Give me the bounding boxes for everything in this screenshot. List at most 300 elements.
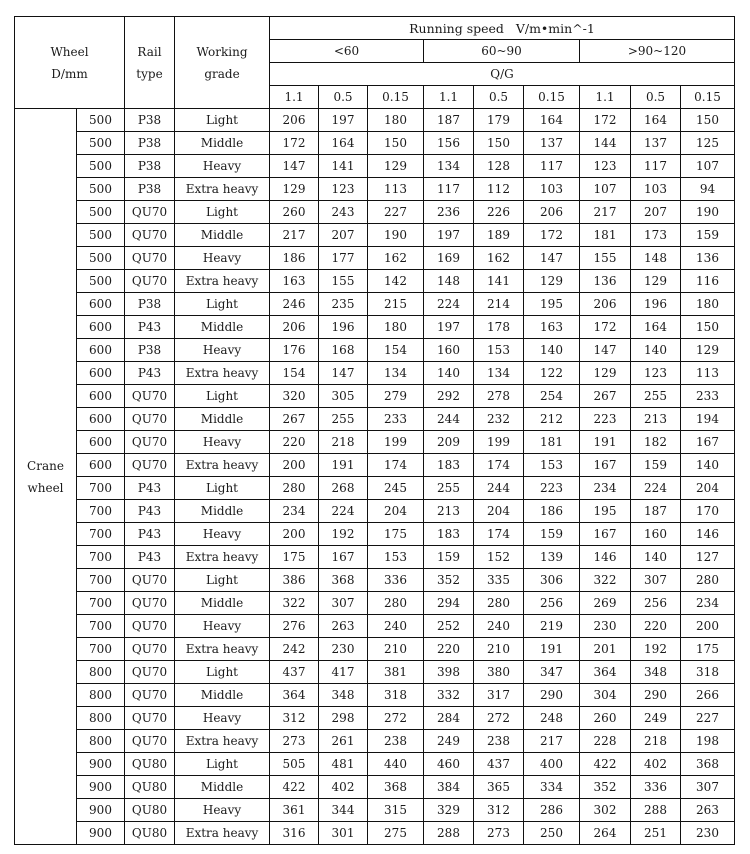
load-value-cell: 141 xyxy=(474,270,524,293)
load-value-cell: 103 xyxy=(631,178,681,201)
load-value-cell: 197 xyxy=(424,224,474,247)
working-grade-cell: Middle xyxy=(175,500,270,523)
working-grade-cell: Middle xyxy=(175,776,270,799)
load-value-cell: 226 xyxy=(474,201,524,224)
load-value-cell: 290 xyxy=(524,684,580,707)
load-value-cell: 206 xyxy=(524,201,580,224)
load-value-cell: 256 xyxy=(631,592,681,615)
working-grade-cell: Light xyxy=(175,477,270,500)
load-value-cell: 210 xyxy=(368,638,424,661)
rail-type-cell: P38 xyxy=(125,109,175,132)
working-grade-cell: Light xyxy=(175,109,270,132)
load-value-cell: 177 xyxy=(319,247,368,270)
load-value-cell: 137 xyxy=(524,132,580,155)
wheel-diameter-cell: 700 xyxy=(77,638,125,661)
load-value-cell: 191 xyxy=(319,454,368,477)
working-grade-cell: Extra heavy xyxy=(175,822,270,845)
table-row xyxy=(15,109,735,132)
wheel-diameter-cell: 700 xyxy=(77,477,125,500)
rail-type-cell: P38 xyxy=(125,339,175,362)
load-value-cell: 182 xyxy=(631,431,681,454)
load-value-cell: 223 xyxy=(524,477,580,500)
working-grade-cell: Light xyxy=(175,293,270,316)
load-value-cell: 141 xyxy=(319,155,368,178)
load-value-cell: 167 xyxy=(319,546,368,569)
load-value-cell: 180 xyxy=(368,316,424,339)
load-value-cell: 144 xyxy=(580,132,631,155)
table-row xyxy=(15,247,735,270)
qg-value-header: 0.5 xyxy=(631,86,681,109)
load-value-cell: 150 xyxy=(474,132,524,155)
load-value-cell: 250 xyxy=(524,822,580,845)
rail-type-cell: P43 xyxy=(125,477,175,500)
load-value-cell: 186 xyxy=(270,247,319,270)
rail-type-cell: QU70 xyxy=(125,408,175,431)
table-row xyxy=(15,408,735,431)
load-value-cell: 170 xyxy=(681,500,735,523)
qg-value-header: 0.15 xyxy=(524,86,580,109)
load-value-cell: 142 xyxy=(368,270,424,293)
rail-type-cell: QU70 xyxy=(125,661,175,684)
load-value-cell: 174 xyxy=(368,454,424,477)
load-value-cell: 230 xyxy=(580,615,631,638)
load-value-cell: 200 xyxy=(270,523,319,546)
working-grade-cell: Heavy xyxy=(175,339,270,362)
load-value-cell: 162 xyxy=(474,247,524,270)
rail-type-cell: QU70 xyxy=(125,454,175,477)
rail-type-cell: QU70 xyxy=(125,615,175,638)
load-value-cell: 117 xyxy=(524,155,580,178)
load-value-cell: 206 xyxy=(580,293,631,316)
working-grade-cell: Heavy xyxy=(175,799,270,822)
load-value-cell: 232 xyxy=(474,408,524,431)
load-value-cell: 255 xyxy=(319,408,368,431)
load-value-cell: 173 xyxy=(631,224,681,247)
table-row xyxy=(15,523,735,546)
working-grade-cell: Heavy xyxy=(175,615,270,638)
load-value-cell: 147 xyxy=(580,339,631,362)
load-value-cell: 162 xyxy=(368,247,424,270)
table-container xyxy=(14,16,735,845)
load-value-cell: 286 xyxy=(524,799,580,822)
load-value-cell: 214 xyxy=(474,293,524,316)
table-row xyxy=(15,822,735,845)
load-value-cell: 242 xyxy=(270,638,319,661)
rail-type-cell: QU70 xyxy=(125,592,175,615)
load-value-cell: 238 xyxy=(474,730,524,753)
load-value-cell: 190 xyxy=(368,224,424,247)
table-row xyxy=(15,201,735,224)
wheel-diameter-cell: 500 xyxy=(77,132,125,155)
load-value-cell: 139 xyxy=(524,546,580,569)
wheel-diameter-cell: 600 xyxy=(77,339,125,362)
load-value-cell: 137 xyxy=(631,132,681,155)
load-value-cell: 147 xyxy=(270,155,319,178)
load-value-cell: 246 xyxy=(270,293,319,316)
load-value-cell: 94 xyxy=(681,178,735,201)
load-value-cell: 290 xyxy=(631,684,681,707)
load-value-cell: 230 xyxy=(319,638,368,661)
rail-type-cell: QU70 xyxy=(125,270,175,293)
load-value-cell: 192 xyxy=(631,638,681,661)
load-value-cell: 164 xyxy=(631,316,681,339)
load-value-cell: 150 xyxy=(681,109,735,132)
load-value-cell: 256 xyxy=(524,592,580,615)
load-value-cell: 209 xyxy=(424,431,474,454)
wheel-diameter-cell: 500 xyxy=(77,224,125,247)
load-value-cell: 218 xyxy=(319,431,368,454)
load-value-cell: 316 xyxy=(270,822,319,845)
load-value-cell: 238 xyxy=(368,730,424,753)
load-value-cell: 320 xyxy=(270,385,319,408)
load-value-cell: 219 xyxy=(524,615,580,638)
working-grade-cell: Extra heavy xyxy=(175,546,270,569)
load-value-cell: 267 xyxy=(580,385,631,408)
load-value-cell: 261 xyxy=(319,730,368,753)
load-value-cell: 112 xyxy=(474,178,524,201)
load-value-cell: 148 xyxy=(424,270,474,293)
load-value-cell: 174 xyxy=(474,454,524,477)
qg-value-header: 0.15 xyxy=(368,86,424,109)
load-value-cell: 156 xyxy=(424,132,474,155)
table-row xyxy=(15,684,735,707)
table-row xyxy=(15,730,735,753)
wheel-diameter-cell: 900 xyxy=(77,799,125,822)
load-value-cell: 123 xyxy=(580,155,631,178)
load-value-cell: 364 xyxy=(580,661,631,684)
rail-type-cell: P38 xyxy=(125,132,175,155)
rail-type-cell: QU80 xyxy=(125,822,175,845)
qg-value-header: 0.5 xyxy=(474,86,524,109)
load-value-cell: 245 xyxy=(368,477,424,500)
wheel-diameter-cell: 500 xyxy=(77,270,125,293)
load-value-cell: 204 xyxy=(474,500,524,523)
wheel-diameter-cell: 800 xyxy=(77,730,125,753)
load-value-cell: 235 xyxy=(319,293,368,316)
wheel-diameter-cell: 900 xyxy=(77,776,125,799)
table-row xyxy=(15,339,735,362)
load-value-cell: 167 xyxy=(681,431,735,454)
load-value-cell: 129 xyxy=(368,155,424,178)
load-value-cell: 240 xyxy=(474,615,524,638)
table-row xyxy=(15,316,735,339)
load-value-cell: 398 xyxy=(424,661,474,684)
load-value-cell: 218 xyxy=(631,730,681,753)
rail-type-cell: QU70 xyxy=(125,638,175,661)
load-value-cell: 249 xyxy=(424,730,474,753)
load-value-cell: 152 xyxy=(474,546,524,569)
load-value-cell: 128 xyxy=(474,155,524,178)
load-value-cell: 322 xyxy=(580,569,631,592)
load-value-cell: 176 xyxy=(270,339,319,362)
load-value-cell: 140 xyxy=(424,362,474,385)
table-row xyxy=(15,454,735,477)
rail-type-cell: QU70 xyxy=(125,224,175,247)
load-value-cell: 153 xyxy=(368,546,424,569)
wheel-header-line2: D/mm xyxy=(51,66,88,81)
load-value-cell: 332 xyxy=(424,684,474,707)
load-value-cell: 197 xyxy=(319,109,368,132)
load-value-cell: 186 xyxy=(524,500,580,523)
load-value-cell: 187 xyxy=(631,500,681,523)
working-grade-header xyxy=(175,17,270,109)
table-row xyxy=(15,385,735,408)
load-value-cell: 249 xyxy=(631,707,681,730)
load-value-cell: 217 xyxy=(524,730,580,753)
load-value-cell: 148 xyxy=(631,247,681,270)
rail-header-line1: Rail xyxy=(137,44,162,59)
load-value-cell: 288 xyxy=(631,799,681,822)
load-value-cell: 272 xyxy=(474,707,524,730)
load-value-cell: 116 xyxy=(681,270,735,293)
load-value-cell: 276 xyxy=(270,615,319,638)
load-value-cell: 273 xyxy=(270,730,319,753)
load-value-cell: 136 xyxy=(580,270,631,293)
load-value-cell: 129 xyxy=(580,362,631,385)
load-value-cell: 335 xyxy=(474,569,524,592)
crane-wheel-load-table xyxy=(14,16,735,845)
load-value-cell: 174 xyxy=(474,523,524,546)
load-value-cell: 318 xyxy=(368,684,424,707)
load-value-cell: 280 xyxy=(474,592,524,615)
load-value-cell: 164 xyxy=(524,109,580,132)
load-value-cell: 117 xyxy=(424,178,474,201)
load-value-cell: 234 xyxy=(580,477,631,500)
wheel-diameter-cell: 800 xyxy=(77,684,125,707)
rail-type-cell: QU70 xyxy=(125,569,175,592)
load-value-cell: 175 xyxy=(368,523,424,546)
load-value-cell: 386 xyxy=(270,569,319,592)
speed-group-header: >90~120 xyxy=(580,40,735,63)
load-value-cell: 304 xyxy=(580,684,631,707)
load-value-cell: 175 xyxy=(270,546,319,569)
wheel-diameter-cell: 500 xyxy=(77,247,125,270)
load-value-cell: 400 xyxy=(524,753,580,776)
load-value-cell: 159 xyxy=(524,523,580,546)
wheel-diameter-cell: 800 xyxy=(77,707,125,730)
load-value-cell: 180 xyxy=(681,293,735,316)
wheel-diameter-header xyxy=(15,17,125,109)
wheel-diameter-cell: 900 xyxy=(77,822,125,845)
load-value-cell: 181 xyxy=(580,224,631,247)
load-value-cell: 125 xyxy=(681,132,735,155)
wheel-diameter-cell: 600 xyxy=(77,454,125,477)
load-value-cell: 302 xyxy=(580,799,631,822)
working-grade-cell: Extra heavy xyxy=(175,638,270,661)
rail-type-cell: QU70 xyxy=(125,707,175,730)
load-value-cell: 192 xyxy=(319,523,368,546)
load-value-cell: 183 xyxy=(424,454,474,477)
working-grade-cell: Heavy xyxy=(175,523,270,546)
load-value-cell: 227 xyxy=(368,201,424,224)
rail-type-cell: QU80 xyxy=(125,776,175,799)
wheel-diameter-cell: 600 xyxy=(77,362,125,385)
load-value-cell: 159 xyxy=(424,546,474,569)
load-value-cell: 155 xyxy=(580,247,631,270)
load-value-cell: 195 xyxy=(524,293,580,316)
load-value-cell: 183 xyxy=(424,523,474,546)
table-row xyxy=(15,661,735,684)
load-value-cell: 150 xyxy=(368,132,424,155)
load-value-cell: 195 xyxy=(580,500,631,523)
load-value-cell: 113 xyxy=(681,362,735,385)
load-value-cell: 272 xyxy=(368,707,424,730)
load-value-cell: 233 xyxy=(681,385,735,408)
load-value-cell: 344 xyxy=(319,799,368,822)
load-value-cell: 164 xyxy=(319,132,368,155)
load-value-cell: 292 xyxy=(424,385,474,408)
working-grade-cell: Light xyxy=(175,201,270,224)
working-grade-cell: Light xyxy=(175,569,270,592)
load-value-cell: 181 xyxy=(524,431,580,454)
load-value-cell: 422 xyxy=(580,753,631,776)
working-grade-cell: Extra heavy xyxy=(175,730,270,753)
table-row xyxy=(15,753,735,776)
working-grade-cell: Extra heavy xyxy=(175,454,270,477)
table-row xyxy=(15,546,735,569)
load-value-cell: 150 xyxy=(681,316,735,339)
load-value-cell: 187 xyxy=(424,109,474,132)
load-value-cell: 260 xyxy=(580,707,631,730)
load-value-cell: 172 xyxy=(270,132,319,155)
load-value-cell: 220 xyxy=(631,615,681,638)
load-value-cell: 107 xyxy=(681,155,735,178)
working-grade-cell: Light xyxy=(175,753,270,776)
table-row xyxy=(15,178,735,201)
wheel-diameter-cell: 600 xyxy=(77,408,125,431)
load-value-cell: 273 xyxy=(474,822,524,845)
load-value-cell: 215 xyxy=(368,293,424,316)
load-value-cell: 505 xyxy=(270,753,319,776)
load-value-cell: 381 xyxy=(368,661,424,684)
qg-value-header: 1.1 xyxy=(424,86,474,109)
wheel-diameter-cell: 700 xyxy=(77,500,125,523)
load-value-cell: 251 xyxy=(631,822,681,845)
load-value-cell: 180 xyxy=(368,109,424,132)
load-value-cell: 329 xyxy=(424,799,474,822)
load-value-cell: 322 xyxy=(270,592,319,615)
load-value-cell: 140 xyxy=(631,339,681,362)
load-value-cell: 206 xyxy=(270,109,319,132)
load-value-cell: 207 xyxy=(631,201,681,224)
table-row xyxy=(15,362,735,385)
load-value-cell: 153 xyxy=(524,454,580,477)
load-value-cell: 284 xyxy=(424,707,474,730)
load-value-cell: 217 xyxy=(580,201,631,224)
speed-group-header: 60~90 xyxy=(424,40,580,63)
load-value-cell: 159 xyxy=(631,454,681,477)
load-value-cell: 334 xyxy=(524,776,580,799)
load-value-cell: 269 xyxy=(580,592,631,615)
load-value-cell: 213 xyxy=(631,408,681,431)
load-value-cell: 140 xyxy=(681,454,735,477)
load-value-cell: 402 xyxy=(631,753,681,776)
working-header-line1: Working xyxy=(196,44,248,59)
load-value-cell: 368 xyxy=(319,569,368,592)
load-value-cell: 129 xyxy=(681,339,735,362)
load-value-cell: 312 xyxy=(474,799,524,822)
table-row xyxy=(15,431,735,454)
rail-type-cell: QU70 xyxy=(125,201,175,224)
load-value-cell: 163 xyxy=(524,316,580,339)
load-value-cell: 234 xyxy=(681,592,735,615)
load-value-cell: 136 xyxy=(681,247,735,270)
load-value-cell: 440 xyxy=(368,753,424,776)
working-grade-cell: Middle xyxy=(175,592,270,615)
load-value-cell: 255 xyxy=(424,477,474,500)
load-value-cell: 210 xyxy=(474,638,524,661)
rail-type-cell: QU70 xyxy=(125,431,175,454)
load-value-cell: 266 xyxy=(681,684,735,707)
load-value-cell: 224 xyxy=(424,293,474,316)
load-value-cell: 129 xyxy=(524,270,580,293)
load-value-cell: 172 xyxy=(580,316,631,339)
load-value-cell: 347 xyxy=(524,661,580,684)
table-row xyxy=(15,776,735,799)
load-value-cell: 352 xyxy=(424,569,474,592)
load-value-cell: 212 xyxy=(524,408,580,431)
load-value-cell: 107 xyxy=(580,178,631,201)
load-value-cell: 437 xyxy=(270,661,319,684)
load-value-cell: 217 xyxy=(270,224,319,247)
load-value-cell: 301 xyxy=(319,822,368,845)
load-value-cell: 220 xyxy=(424,638,474,661)
load-value-cell: 361 xyxy=(270,799,319,822)
load-value-cell: 154 xyxy=(368,339,424,362)
working-grade-cell: Middle xyxy=(175,224,270,247)
table-row xyxy=(15,270,735,293)
working-grade-cell: Middle xyxy=(175,684,270,707)
load-value-cell: 307 xyxy=(319,592,368,615)
load-value-cell: 352 xyxy=(580,776,631,799)
crane-wheel-label-line: wheel xyxy=(27,480,64,495)
qg-ratio-header: Q/G xyxy=(270,63,735,86)
load-value-cell: 199 xyxy=(474,431,524,454)
table-row xyxy=(15,224,735,247)
table-row xyxy=(15,799,735,822)
crane-wheel-label xyxy=(15,109,77,845)
wheel-diameter-cell: 500 xyxy=(77,201,125,224)
load-value-cell: 204 xyxy=(368,500,424,523)
crane-wheel-label-line: Crane xyxy=(27,458,64,473)
load-value-cell: 306 xyxy=(524,569,580,592)
load-value-cell: 197 xyxy=(424,316,474,339)
load-value-cell: 384 xyxy=(424,776,474,799)
load-value-cell: 189 xyxy=(474,224,524,247)
load-value-cell: 234 xyxy=(270,500,319,523)
working-grade-cell: Extra heavy xyxy=(175,270,270,293)
rail-header-line2: type xyxy=(136,66,163,81)
working-grade-cell: Heavy xyxy=(175,247,270,270)
load-value-cell: 168 xyxy=(319,339,368,362)
wheel-diameter-cell: 600 xyxy=(77,293,125,316)
load-value-cell: 228 xyxy=(580,730,631,753)
load-value-cell: 417 xyxy=(319,661,368,684)
load-value-cell: 191 xyxy=(580,431,631,454)
load-value-cell: 368 xyxy=(681,753,735,776)
working-header-line2: grade xyxy=(204,66,240,81)
qg-value-header: 0.5 xyxy=(319,86,368,109)
rail-type-cell: QU80 xyxy=(125,799,175,822)
load-value-cell: 204 xyxy=(681,477,735,500)
load-value-cell: 134 xyxy=(474,362,524,385)
table-row xyxy=(15,569,735,592)
load-value-cell: 254 xyxy=(524,385,580,408)
load-value-cell: 179 xyxy=(474,109,524,132)
load-value-cell: 127 xyxy=(681,546,735,569)
load-value-cell: 267 xyxy=(270,408,319,431)
rail-type-header xyxy=(125,17,175,109)
